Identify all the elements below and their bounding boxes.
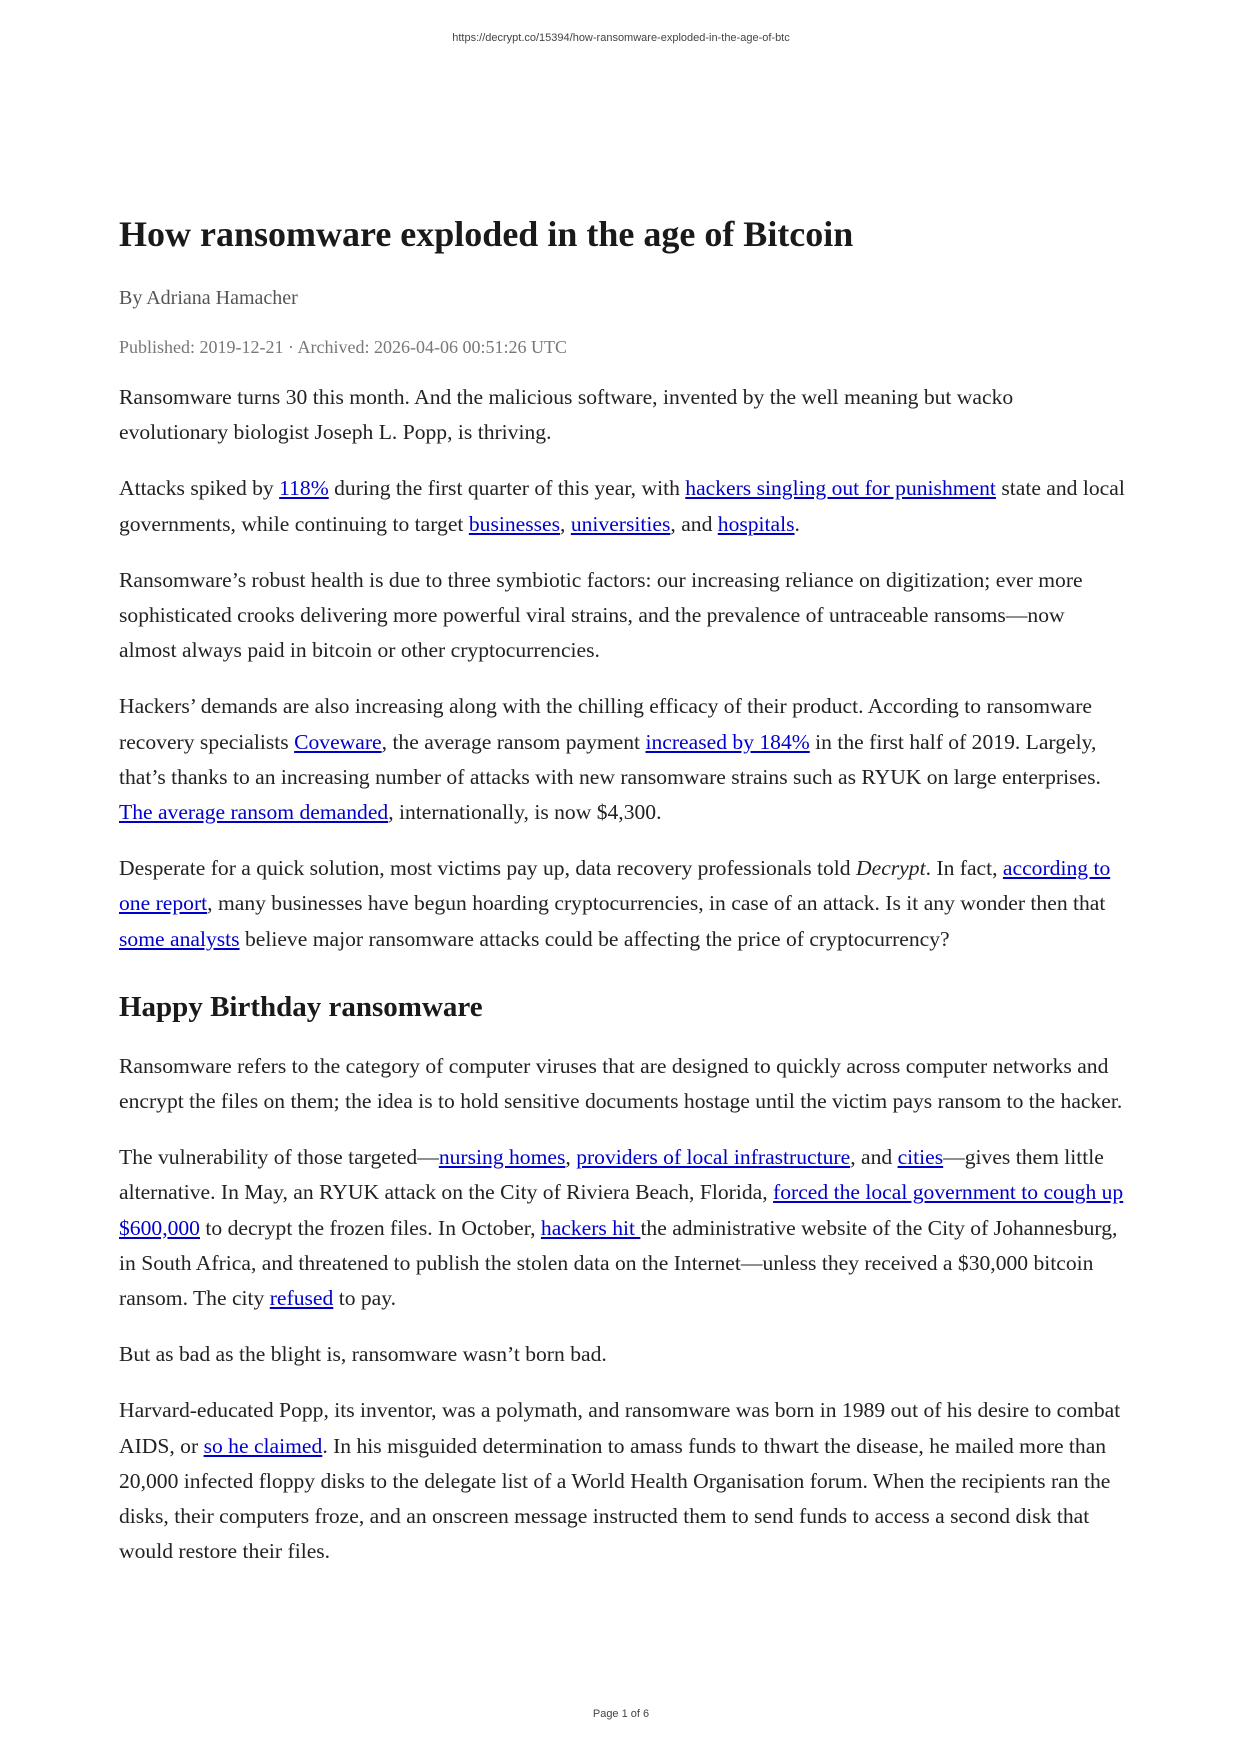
inline-link[interactable]: according to one report	[119, 856, 1111, 916]
text-run: But as bad as the blight is, ransomware wasn’t born bad.	[119, 1342, 607, 1367]
text-run: the administrative website of the City of Johannesburg, in South Africa, and threatened to publish the stolen data on the Internet—unless they received a $30,000 bitcoin ransom. The city	[119, 1215, 1118, 1311]
text-run: Hackers’ demands are also increasing along with the chilling efficacy of their product. According to ransomware recovery specialists	[119, 694, 1092, 754]
paragraph	[119, 380, 1125, 450]
text-run: , and	[850, 1145, 898, 1170]
inline-link[interactable]: increased by 184%	[645, 729, 810, 754]
text-run: ,	[565, 1145, 577, 1170]
text-run: Desperate for a quick solution, most victims pay up, data recovery professionals told	[119, 856, 857, 881]
text-run: state and local governments, while continuing to target	[119, 476, 1125, 536]
byline: By Adriana Hamacher	[119, 287, 298, 309]
inline-link[interactable]: hackers singling out for punishment	[685, 476, 996, 501]
text-run: Ransomware turns 30 this month. And the malicious software, invented by the well meaning but wacko evolutionary biologist Joseph L. Popp, is thriving.	[119, 385, 1014, 445]
paragraph	[119, 563, 1125, 669]
inline-link[interactable]: 118%	[279, 476, 329, 501]
publish-meta: Published: 2019-12-21 · Archived: 2026-04-06 00:51:26 UTC	[119, 337, 567, 357]
page-url: https://decrypt.co/15394/how-ransomware-exploded-in-the-age-of-btc	[452, 32, 790, 44]
paragraph	[119, 689, 1125, 830]
text-run: in the first half of 2019. Largely, that’s thanks to an increasing number of attacks with new ransomware strains such as RYUK on large enterprises.	[119, 729, 1101, 789]
text-run: .	[794, 511, 800, 536]
text-run: , the average ransom payment	[381, 729, 646, 754]
text-run: , and	[670, 511, 718, 536]
paragraph	[119, 1140, 1125, 1316]
inline-link[interactable]: so he claimed	[203, 1433, 323, 1458]
text-run: , internationally, is now $4,300.	[388, 800, 662, 825]
paragraph	[119, 851, 1125, 957]
inline-link[interactable]: cities	[897, 1145, 944, 1170]
text-run: Ransomware refers to the category of computer viruses that are designed to quickly across computer networks and encrypt the files on them; the idea is to hold sensitive documents hostage until the victim pays ransom to the hacker.	[119, 1053, 1123, 1114]
paragraph	[119, 1393, 1125, 1569]
text-run: Happy Birthday ransomware	[119, 990, 483, 1023]
text-run: . In fact,	[925, 856, 1003, 881]
inline-link[interactable]: forced the local government to cough up $600,000	[119, 1180, 1124, 1240]
text-run: to pay.	[333, 1286, 397, 1311]
inline-link[interactable]: hospitals	[717, 511, 795, 536]
text-run: Ransomware’s robust health is due to three symbiotic factors: our increasing reliance on digitization; ever more sophisticated crooks delivering more powerful viral strains, and the prevalence of untraceable ransoms—now almost always paid in bitcoin or other cryptocurrencies.	[119, 567, 1083, 663]
paragraph	[119, 1337, 1125, 1372]
article	[119, 212, 1125, 1590]
text-run: during the first quarter of this year, with	[328, 476, 686, 501]
emphasis-text: Decrypt	[856, 856, 926, 881]
text-run: to decrypt the frozen files. In October,	[199, 1215, 541, 1240]
text-run: —gives them little alternative. In May, an RYUK attack on the City of Riviera Beach, Florida,	[119, 1145, 1104, 1205]
text-run: , many businesses have begun hoarding cryptocurrencies, in case of an attack. Is it any wonder then that	[207, 891, 1106, 916]
inline-link[interactable]: some analysts	[119, 926, 240, 951]
inline-link[interactable]: nursing homes	[438, 1145, 566, 1170]
text-run: ,	[560, 511, 571, 536]
article-title: How ransomware exploded in the age of Bitcoin	[119, 214, 854, 254]
article-body	[119, 380, 1125, 1569]
text-run: Harvard-educated Popp, its inventor, was a polymath, and ransomware was born in 1989 out of his desire to combat AIDS, or	[119, 1398, 1121, 1458]
text-run: The vulnerability of those targeted—	[119, 1145, 439, 1170]
inline-link[interactable]: providers of local infrastructure	[576, 1145, 851, 1170]
inline-link[interactable]: refused	[269, 1286, 334, 1311]
inline-link[interactable]: businesses	[468, 511, 561, 536]
inline-link[interactable]: hackers hit	[540, 1215, 641, 1240]
inline-link[interactable]: universities	[570, 511, 671, 536]
inline-link[interactable]: The average ransom demanded	[119, 800, 389, 825]
paragraph	[119, 1049, 1125, 1119]
paragraph	[119, 471, 1125, 541]
text-run: believe major ransomware attacks could be affecting the price of cryptocurrency?	[239, 926, 950, 951]
section-heading	[119, 989, 1125, 1025]
page-number: Page 1 of 6	[592, 1708, 650, 1720]
text-run: Attacks spiked by	[119, 476, 280, 501]
inline-link[interactable]: Coveware	[294, 729, 382, 754]
text-run: . In his misguided determination to amass funds to thwart the disease, he mailed more than 20,000 infected floppy disks to the delegate list of a World Health Organisation forum. When the recipients ran the disks, their computers froze, and an onscreen message instructed them to send funds to access a second disk that would restore their files.	[119, 1433, 1111, 1564]
